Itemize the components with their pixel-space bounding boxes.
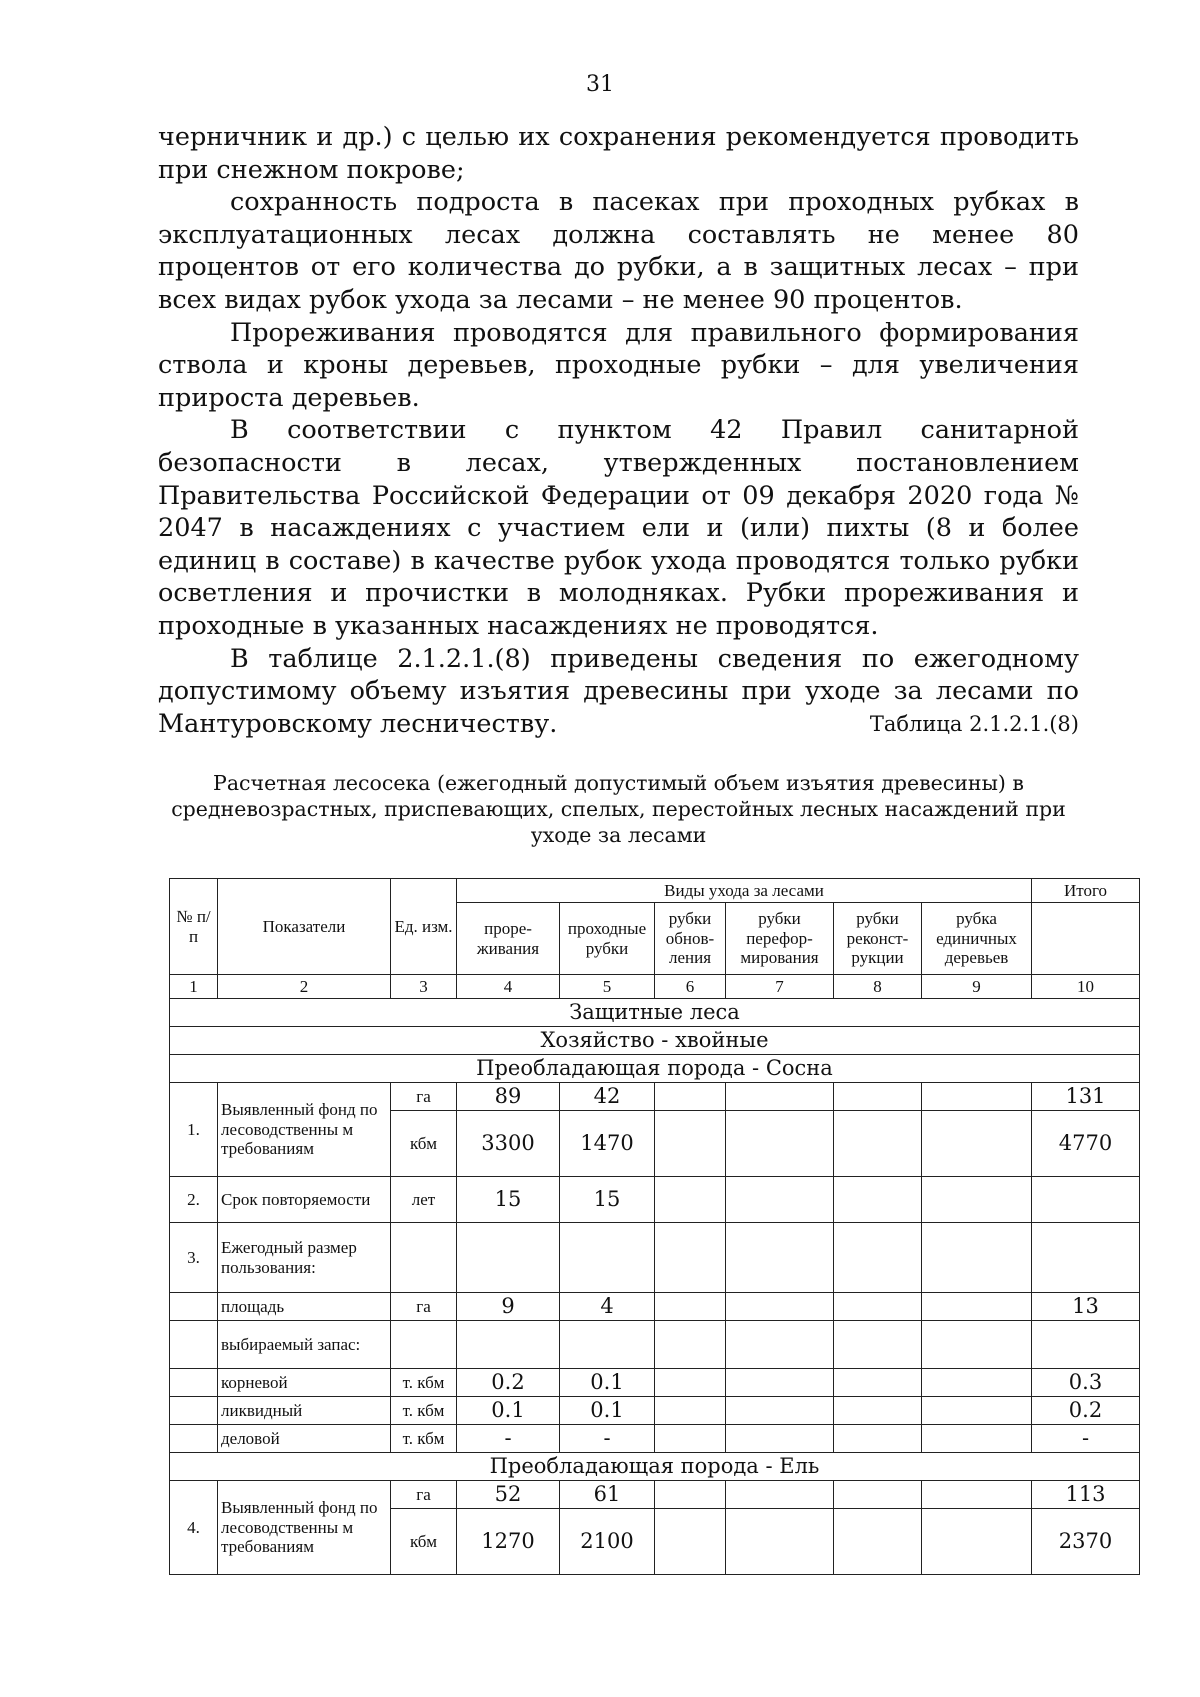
thinning-value: 3300 bbox=[457, 1111, 560, 1177]
table-row bbox=[170, 1223, 1140, 1293]
row-label: Ежегодный размер пользования: bbox=[218, 1223, 391, 1293]
column-number: 9 bbox=[922, 975, 1032, 999]
header-care-types: Виды ухода за лесами bbox=[457, 879, 1032, 903]
empty-cell bbox=[834, 1293, 922, 1321]
column-number: 10 bbox=[1032, 975, 1140, 999]
empty-cell bbox=[655, 1293, 726, 1321]
empty-cell bbox=[922, 1509, 1032, 1575]
empty-cell bbox=[560, 1321, 655, 1369]
header-single-tree-cutting: рубка единичных деревьев bbox=[922, 903, 1032, 975]
column-number: 4 bbox=[457, 975, 560, 999]
empty-cell bbox=[922, 1369, 1032, 1397]
empty-cell bbox=[1032, 1223, 1140, 1293]
empty-cell bbox=[170, 1369, 218, 1397]
thinning-value: 9 bbox=[457, 1293, 560, 1321]
total-value: 2370 bbox=[1032, 1509, 1140, 1575]
empty-cell bbox=[655, 1177, 726, 1223]
empty-cell bbox=[391, 1321, 457, 1369]
empty-cell bbox=[655, 1223, 726, 1293]
empty-cell bbox=[726, 1177, 834, 1223]
passage-value: 0.1 bbox=[560, 1397, 655, 1425]
total-value: 13 bbox=[1032, 1293, 1140, 1321]
header-thinning: проре-живания bbox=[457, 903, 560, 975]
paragraph: В соответствии с пунктом 42 Правил санитарной безопасности в лесах, утвержденных постановлением Правительства Российской Федерации от 09 декабря 2020 года № 2047 в насаждениях с участием ели и (или) пихты (8 и более единиц в составе) в качестве рубок ухода проводятся только рубки осветления и прочистки в молодняках. Рубки прореживания и проходные в указанных насаждениях не проводятся. bbox=[158, 415, 1079, 641]
table-row bbox=[170, 1369, 1140, 1397]
passage-value: 4 bbox=[560, 1293, 655, 1321]
empty-cell bbox=[726, 1083, 834, 1111]
row-number: 4. bbox=[170, 1481, 218, 1575]
row-label: Выявленный фонд по лесоводственны м требованиям bbox=[218, 1083, 391, 1177]
empty-cell bbox=[834, 1177, 922, 1223]
column-number: 5 bbox=[560, 975, 655, 999]
header-indicators: Показатели bbox=[218, 879, 391, 975]
table-header-row bbox=[170, 879, 1140, 903]
empty-cell bbox=[726, 1111, 834, 1177]
total-value: 0.2 bbox=[1032, 1397, 1140, 1425]
unit-cell: га bbox=[391, 1083, 457, 1111]
passage-value: 2100 bbox=[560, 1509, 655, 1575]
row-label: Выявленный фонд по лесоводственны м требованиям bbox=[218, 1481, 391, 1575]
empty-cell bbox=[655, 1509, 726, 1575]
paragraph: В таблице 2.1.2.1.(8) приведены сведения по ежегодному допустимому объему изъятия древесины при уходе за лесами по Мантуровскому лесничеству. bbox=[158, 643, 1079, 739]
section-protective-forests: Защитные леса bbox=[170, 999, 1140, 1027]
empty-cell bbox=[655, 1083, 726, 1111]
empty-cell bbox=[170, 1321, 218, 1369]
table-label: Таблица 2.1.2.1.(8) bbox=[869, 712, 1079, 736]
section-pine: Преобладающая порода - Сосна bbox=[170, 1055, 1140, 1083]
row-label: ликвидный bbox=[218, 1397, 391, 1425]
empty-cell bbox=[834, 1481, 922, 1509]
section-economy: Хозяйство - хвойные bbox=[170, 1027, 1140, 1055]
unit-cell: т. кбм bbox=[391, 1425, 457, 1453]
column-number: 8 bbox=[834, 975, 922, 999]
column-number-row bbox=[170, 975, 1140, 999]
unit-cell: т. кбм bbox=[391, 1369, 457, 1397]
header-renewal-cutting: рубки обнов-ления bbox=[655, 903, 726, 975]
column-number: 2 bbox=[218, 975, 391, 999]
table-caption: Расчетная лесосека (ежегодный допустимый объем изъятия древесины) в средневозрастных, приспевающих, спелых, перестойных лесных насаждений при уходе за лесами bbox=[171, 771, 1066, 847]
passage-value: - bbox=[560, 1425, 655, 1453]
empty-cell bbox=[655, 1397, 726, 1425]
empty-cell bbox=[457, 1223, 560, 1293]
body-text bbox=[158, 121, 1079, 740]
empty-cell bbox=[834, 1321, 922, 1369]
empty-cell bbox=[655, 1481, 726, 1509]
empty-cell bbox=[834, 1509, 922, 1575]
unit-cell: т. кбм bbox=[391, 1397, 457, 1425]
empty-cell bbox=[1032, 1321, 1140, 1369]
empty-cell bbox=[170, 1397, 218, 1425]
total-value: 4770 bbox=[1032, 1111, 1140, 1177]
empty-cell bbox=[834, 1369, 922, 1397]
thinning-value: - bbox=[457, 1425, 560, 1453]
row-label: выбираемый запас: bbox=[218, 1321, 391, 1369]
empty-cell bbox=[726, 1425, 834, 1453]
total-value: 113 bbox=[1032, 1481, 1140, 1509]
column-number: 1 bbox=[170, 975, 218, 999]
header-total-empty bbox=[1032, 903, 1140, 975]
empty-cell bbox=[922, 1111, 1032, 1177]
empty-cell bbox=[922, 1321, 1032, 1369]
paragraph: сохранность подроста в пасеках при проходных рубках в эксплуатационных лесах должна составлять не менее 80 процентов от его количества до рубки, а в защитных лесах – при всех видах рубок ухода за лесами – не менее 90 процентов. bbox=[158, 187, 1079, 315]
row-label: корневой bbox=[218, 1369, 391, 1397]
empty-cell bbox=[726, 1293, 834, 1321]
empty-cell bbox=[726, 1509, 834, 1575]
table-row bbox=[170, 1425, 1140, 1453]
header-reformation-cutting: рубки перефор-мирования bbox=[726, 903, 834, 975]
thinning-value: 89 bbox=[457, 1083, 560, 1111]
empty-cell bbox=[655, 1321, 726, 1369]
header-num: № п/п bbox=[170, 879, 218, 975]
empty-cell bbox=[922, 1481, 1032, 1509]
thinning-value: 0.1 bbox=[457, 1397, 560, 1425]
total-value: - bbox=[1032, 1425, 1140, 1453]
passage-value: 15 bbox=[560, 1177, 655, 1223]
total-value: 131 bbox=[1032, 1083, 1140, 1111]
empty-cell bbox=[391, 1223, 457, 1293]
empty-cell bbox=[834, 1111, 922, 1177]
empty-cell bbox=[834, 1425, 922, 1453]
page-number: 31 bbox=[586, 72, 614, 97]
empty-cell bbox=[922, 1223, 1032, 1293]
column-number: 7 bbox=[726, 975, 834, 999]
section-row bbox=[170, 1453, 1140, 1481]
empty-cell bbox=[922, 1083, 1032, 1111]
row-label: деловой bbox=[218, 1425, 391, 1453]
empty-cell bbox=[834, 1223, 922, 1293]
empty-cell bbox=[726, 1481, 834, 1509]
table-row bbox=[170, 1083, 1140, 1111]
empty-cell bbox=[922, 1425, 1032, 1453]
empty-cell bbox=[922, 1397, 1032, 1425]
section-spruce: Преобладающая порода - Ель bbox=[170, 1453, 1140, 1481]
empty-cell bbox=[170, 1425, 218, 1453]
passage-value: 0.1 bbox=[560, 1369, 655, 1397]
empty-cell bbox=[834, 1083, 922, 1111]
unit-cell: кбм bbox=[391, 1509, 457, 1575]
table-row bbox=[170, 1481, 1140, 1509]
thinning-value: 15 bbox=[457, 1177, 560, 1223]
empty-cell bbox=[1032, 1177, 1140, 1223]
empty-cell bbox=[726, 1369, 834, 1397]
empty-cell bbox=[655, 1111, 726, 1177]
row-label: площадь bbox=[218, 1293, 391, 1321]
empty-cell bbox=[726, 1397, 834, 1425]
header-unit: Ед. изм. bbox=[391, 879, 457, 975]
empty-cell bbox=[457, 1321, 560, 1369]
row-number: 2. bbox=[170, 1177, 218, 1223]
table-row bbox=[170, 1293, 1140, 1321]
passage-value: 42 bbox=[560, 1083, 655, 1111]
header-total: Итого bbox=[1032, 879, 1140, 903]
table-row bbox=[170, 1397, 1140, 1425]
passage-value: 1470 bbox=[560, 1111, 655, 1177]
header-reconstruction-cutting: рубки реконст-рукции bbox=[834, 903, 922, 975]
column-number: 3 bbox=[391, 975, 457, 999]
section-row bbox=[170, 1055, 1140, 1083]
thinning-value: 1270 bbox=[457, 1509, 560, 1575]
row-label: Срок повторяемости bbox=[218, 1177, 391, 1223]
paragraph: Прореживания проводятся для правильного формирования ствола и кроны деревьев, проходные рубки – для увеличения прироста деревьев. bbox=[158, 317, 1079, 413]
unit-cell: га bbox=[391, 1293, 457, 1321]
unit-cell: лет bbox=[391, 1177, 457, 1223]
header-passage-cutting: проходные рубки bbox=[560, 903, 655, 975]
empty-cell bbox=[726, 1223, 834, 1293]
thinning-value: 52 bbox=[457, 1481, 560, 1509]
empty-cell bbox=[655, 1425, 726, 1453]
empty-cell bbox=[655, 1369, 726, 1397]
empty-cell bbox=[834, 1397, 922, 1425]
data-table bbox=[169, 878, 1140, 1575]
paragraph: черничник и др.) с целью их сохранения рекомендуется проводить при снежном покрове; bbox=[158, 122, 1079, 185]
row-number: 3. bbox=[170, 1223, 218, 1293]
table-row bbox=[170, 1177, 1140, 1223]
column-number: 6 bbox=[655, 975, 726, 999]
section-row bbox=[170, 1027, 1140, 1055]
thinning-value: 0.2 bbox=[457, 1369, 560, 1397]
passage-value: 61 bbox=[560, 1481, 655, 1509]
unit-cell: кбм bbox=[391, 1111, 457, 1177]
section-row bbox=[170, 999, 1140, 1027]
empty-cell bbox=[726, 1321, 834, 1369]
empty-cell bbox=[560, 1223, 655, 1293]
empty-cell bbox=[922, 1177, 1032, 1223]
empty-cell bbox=[922, 1293, 1032, 1321]
empty-cell bbox=[170, 1293, 218, 1321]
total-value: 0.3 bbox=[1032, 1369, 1140, 1397]
row-number: 1. bbox=[170, 1083, 218, 1177]
unit-cell: га bbox=[391, 1481, 457, 1509]
table-row bbox=[170, 1321, 1140, 1369]
